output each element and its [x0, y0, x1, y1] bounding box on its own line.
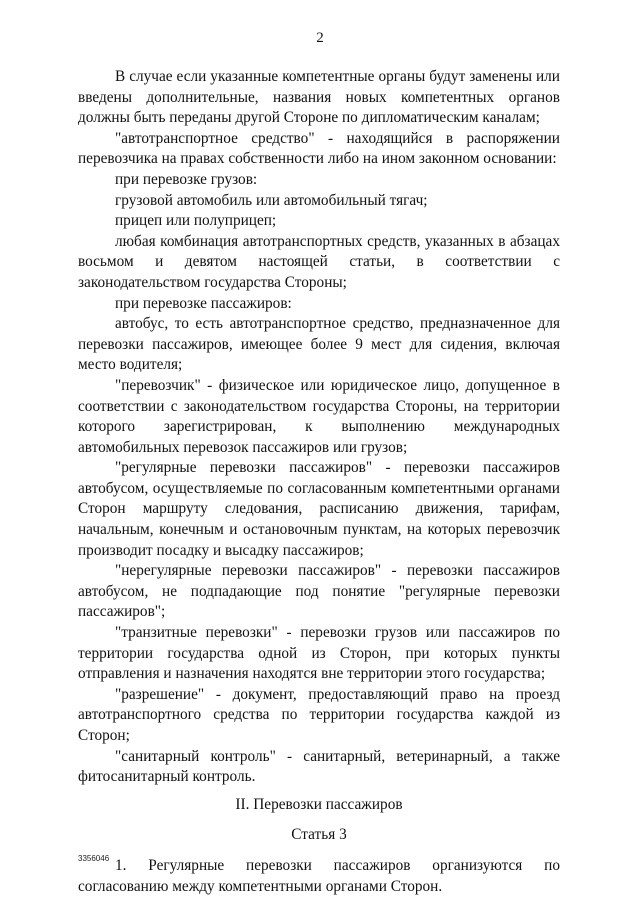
paragraph: "разрешение" - документ, предоставляющий право на проезд автотранспортного средства по территории государства каждой из Сторон;	[78, 685, 560, 744]
paragraph: прицеп или полуприцеп;	[115, 212, 277, 230]
section-title: II. Перевозки пассажиров	[235, 795, 403, 813]
paragraph: "транзитные перевозки" - перевозки грузов или пассажиров по территории государства одной из Сторон, при которых пункты отправления и назначения находятся вне территории этого государства;	[78, 624, 560, 683]
paragraph: "перевозчик" - физическое или юридическое лицо, допущенное в соответствии с законодательством государства Стороны, на территории которого зарегистрирован, к выполнению международных автомобильных перевозок пассажиров или грузов;	[78, 376, 560, 456]
paragraph: автобус, то есть автотранспортное средство, предназначенное для перевозки пассажиров, имеющее более 9 мест для сидения, включая место водителя;	[78, 315, 560, 374]
paragraph: "регулярные перевозки пассажиров" - перевозки пассажиров автобусом, осуществляемые по согласованным компетентными органами Сторон маршруту следования, расписанию движения, тарифам, начальным, конечным и остановочным пунктам, на которых перевозчик производит посадку и высадку пассажиров;	[78, 459, 560, 559]
paragraph: "санитарный контроль" - санитарный, ветеринарный, а также фитосанитарный контроль.	[78, 747, 560, 786]
document-body	[78, 67, 560, 897]
paragraph: 1. Регулярные перевозки пассажиров организуются по согласованию между компетентными органами Сторон.	[78, 856, 560, 895]
document-code: 3356046	[78, 854, 110, 863]
paragraph: В случае если указанные компетентные органы будут заменены или введены дополнительные, названия новых компетентных органов должны быть переданы другой Стороне по дипломатическим каналам;	[78, 68, 560, 127]
page-number: 2	[316, 30, 324, 46]
article-title: Статья 3	[291, 826, 347, 844]
paragraph: грузовой автомобиль или автомобильный тягач;	[115, 191, 428, 209]
paragraph: "автотранспортное средство" - находящийся в распоряжении перевозчика на правах собственности либо на ином законном основании:	[78, 129, 560, 168]
paragraph: при перевозке пассажиров:	[115, 294, 292, 312]
paragraph: при перевозке грузов:	[115, 170, 258, 188]
paragraph: любая комбинация автотранспортных средств, указанных в абзацах восьмом и девятом настоящей статьи, в соответствии с законодательством государства Стороны;	[78, 232, 560, 291]
paragraph: "нерегулярные перевозки пассажиров" - перевозки пассажиров автобусом, не подпадающие под понятие "регулярные перевозки пассажиров";	[78, 562, 560, 621]
